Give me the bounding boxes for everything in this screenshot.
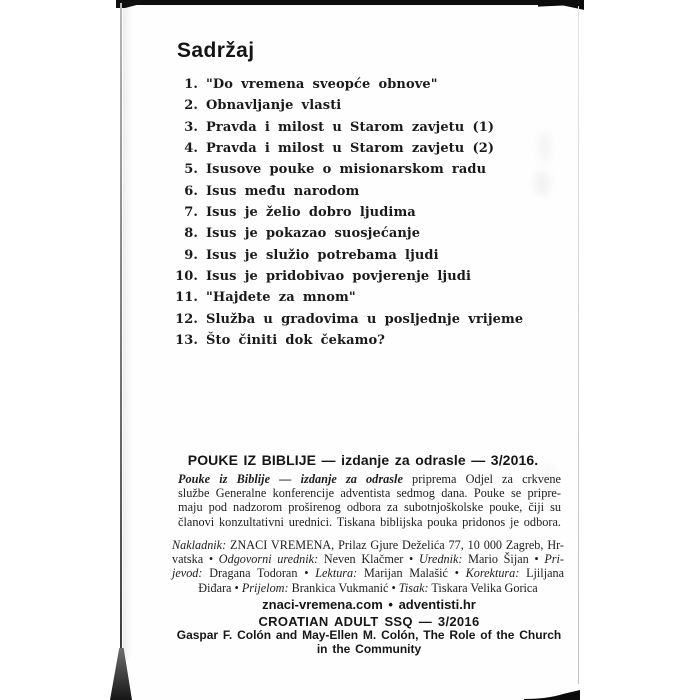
toc-item-number: 11. <box>175 290 198 306</box>
toc-item <box>171 330 523 351</box>
toc-item-number: 8. <box>184 226 198 242</box>
toc-item <box>171 223 523 244</box>
credits-line: in the Community <box>316 641 422 656</box>
toc-item <box>171 245 523 266</box>
scan-right-edge <box>578 6 579 684</box>
about-text: priprema Odjel za crkvene <box>402 472 561 486</box>
imprint-text: vatska • <box>172 552 219 567</box>
toc-item-title: Isus je želio dobro ljudima <box>206 205 416 221</box>
toc-item-number: 3. <box>184 119 198 135</box>
toc-item-number: 6. <box>184 183 198 199</box>
imprint-label: Tisak: <box>398 580 429 595</box>
toc-item-number: 4. <box>184 141 198 157</box>
imprint-text: Neven Klačmer • <box>318 552 419 567</box>
toc-item-title: Isus je pokazao suosjećanje <box>206 226 421 242</box>
page-title: Sadržaj <box>177 39 255 62</box>
toc-item <box>171 95 523 116</box>
scan-spine-shadow <box>123 5 132 660</box>
toc-item-title: Pravda i milost u Starom zavjetu (1) <box>206 119 495 135</box>
imprint-text: ZNACI VREMENA, Prilaz Gjure Deželića 77, 10 000 Zagreb, Hr- <box>226 538 564 552</box>
imprint-label: Korektura: <box>465 566 520 581</box>
toc-item <box>171 74 523 95</box>
imprint-label: Urednik: <box>418 552 463 567</box>
credits-block <box>155 629 583 657</box>
about-series-title: Pouke iz Biblije — izdanje za odrasle <box>178 472 403 486</box>
toc-item-number: 5. <box>184 162 198 178</box>
toc-item-title: Isus je služio potrebama ljudi <box>206 247 439 263</box>
imprint-label: Nakladnik: <box>172 538 227 552</box>
about-paragraph <box>178 472 561 529</box>
about-line: službe Generalne konferencije adventista sedmog dana. Pouke se pripre- <box>178 486 561 501</box>
toc-list <box>171 74 523 351</box>
toc-item <box>171 266 523 287</box>
toc-item <box>171 181 523 202</box>
toc-item-title: Što činiti dok čekamo? <box>206 333 385 349</box>
about-line: maju pod nadzorom proširenog odbora za subotnjoškolske pouke, čiji su <box>178 500 561 515</box>
imprint-line <box>172 552 564 566</box>
scan-smudge <box>538 132 551 162</box>
imprint-text: Dragana Todoran • <box>202 566 316 581</box>
imprint-label: Prijelom: <box>241 580 289 595</box>
imprint-label: Odgovorni urednik: <box>218 552 319 567</box>
imprint-label: Lektura: <box>315 566 358 581</box>
toc-item-title: "Hajdete za mnom" <box>206 290 356 306</box>
imprint-text: Brankica Vukmanić • <box>288 580 399 595</box>
scan-spine-line <box>120 3 122 653</box>
imprint-line <box>172 566 564 580</box>
toc-item-number: 13. <box>175 333 198 349</box>
toc-item-number: 7. <box>184 205 198 221</box>
toc-item <box>171 309 523 330</box>
toc-item <box>171 202 523 223</box>
toc-item-title: Obnavljanje vlasti <box>206 98 342 114</box>
imprint-text: Tiskara Velika Gorica <box>428 580 538 595</box>
toc-item-title: Pravda i milost u Starom zavjetu (2) <box>206 141 495 157</box>
imprint-text: Marijan Malašić • <box>357 566 466 581</box>
imprint-paragraph <box>172 538 564 595</box>
imprint-label: jevod: <box>172 566 203 581</box>
scan-top-edge <box>117 0 582 5</box>
toc-item <box>171 159 523 180</box>
toc-item <box>171 287 523 308</box>
toc-item-title: Isus je pridobivao povjerenje ljudi <box>206 269 472 285</box>
toc-item-number: 12. <box>175 311 198 327</box>
edition-heading: POUKE IZ BIBLIJE — izdanje za odrasle — 3/2016. <box>187 452 539 468</box>
credits-line: Gaspar F. Colón and May-Ellen M. Colón, The Role of the Church <box>176 628 562 642</box>
toc-item-number: 1. <box>184 77 198 92</box>
toc-item <box>171 138 523 159</box>
imprint-text: Ljiljana <box>519 566 564 581</box>
toc-item-title: Isusove pouke o misionarskom radu <box>206 162 487 178</box>
imprint-text: Mario Šijan • <box>462 552 545 567</box>
toc-item-title: Služba u gradovima u posljednje vrijeme <box>206 311 524 327</box>
toc-item-number: 9. <box>184 247 198 263</box>
toc-item <box>171 117 523 138</box>
imprint-label: Pri- <box>544 552 564 567</box>
ssq-edition-line: CROATIAN ADULT SSQ — 3/2016 <box>258 614 480 629</box>
imprint-line <box>172 581 564 595</box>
scan-smudge <box>534 170 551 196</box>
about-line: članovi konzultativni urednici. Tiskana biblijska pouka pridonos je odbora. <box>178 514 561 529</box>
scan-bottom-right-mark <box>524 690 580 700</box>
imprint-line <box>172 538 564 552</box>
toc-item-title: Isus među narodom <box>206 183 360 199</box>
about-line <box>178 472 561 486</box>
toc-item-number: 2. <box>184 98 198 114</box>
website-links-line: znaci-vremena.com • adventisti.hr <box>262 597 476 612</box>
toc-item-number: 10. <box>175 269 198 285</box>
imprint-text: Điđara • <box>198 580 242 595</box>
toc-item-title: "Do vremena sveopće obnove" <box>206 77 438 92</box>
